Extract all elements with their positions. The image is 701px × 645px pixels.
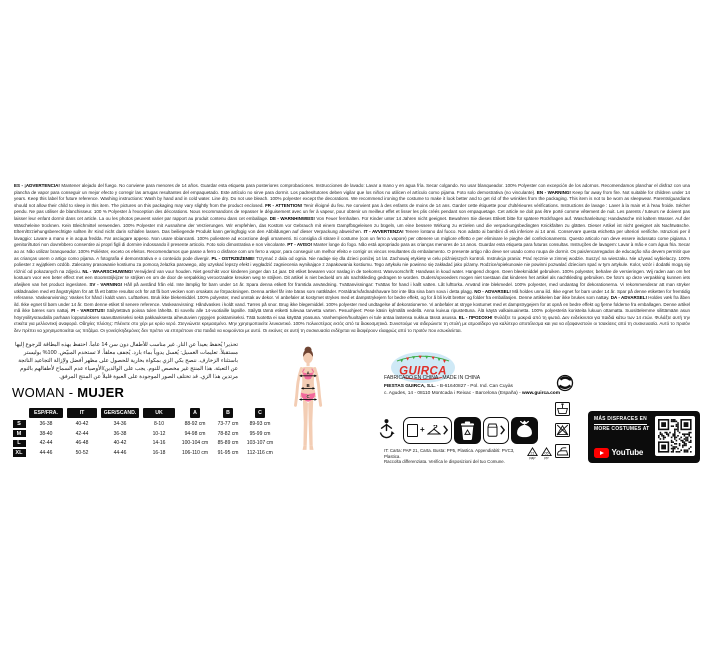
size-badge: M xyxy=(13,430,26,438)
table-cell: 100-104 cm xyxy=(181,440,209,447)
table-cell: 44-46 xyxy=(39,450,53,457)
company-name: FIESTAS GUIRCA, S.L. xyxy=(384,384,436,389)
table-cell: 85-89 cm xyxy=(217,440,239,447)
column-header-gerscand: GER/SCAND. xyxy=(101,408,139,418)
size-chart-heading: WOMAN - MUJER xyxy=(12,385,125,400)
size-row-s xyxy=(11,419,279,429)
recycle-triangle-pap-icon xyxy=(527,447,538,460)
arabic-warning-text: تحذير! يُحفظ بعيداً عن النار. غير مناسب للأطفال دون سن 14 عاماً. احتفظ بهذه البطاقة للرجوع إليها مستقبلاً. تعليمات الغسيل: يُغسل يدوياً بماء بارد. يُجفف معلقاً. لا تستخدم المبيّض. 100% بوليستر باستثناء الزخارف. ننصح بكي الزي بمكواة بخارية للحصول على مظهر أفضل ولإزالة التجاعيد الناتجة عن التعبئة. هذا المنتج غير مخصص للنوم. يجب على الوالدين/الأوصياء عدم السماح لأطفالهم بالنوم مرتدين هذا الزي. قد تختلف الصور الموجودة على العبوة قليلاً عن المنتج المرفق. xyxy=(14,342,238,380)
svg-text:21: 21 xyxy=(530,451,535,456)
column-header-uk: UK xyxy=(143,408,175,418)
youtube-play-icon xyxy=(594,448,609,459)
recycling-note: IT: Carta: PAP 21, Carta. Busta: PP5, Plastica. Appendiabiti: PVC3, Plastica. Raccolta differenziata. Verifica le disposizioni del tuo Comune. xyxy=(384,448,515,465)
youtube-promo-box xyxy=(588,411,700,463)
heading-es: MUJER xyxy=(77,385,125,400)
youtube-wordmark: YouTube xyxy=(611,448,644,458)
figure-label-c: C xyxy=(306,394,310,400)
trash-bin-box xyxy=(454,417,481,444)
table-cell: 42-44 xyxy=(39,440,53,447)
hand-wash-icon xyxy=(555,402,570,416)
heading-en: WOMAN xyxy=(12,385,65,400)
table-cell: 78-82 cm xyxy=(217,430,239,437)
size-badge: XL xyxy=(13,449,26,457)
arrow-chevron-icon xyxy=(500,425,505,435)
packaging-disposal-icons xyxy=(403,414,538,446)
size-row-l xyxy=(11,439,279,449)
column-header-espfra: ESP/FRA. xyxy=(29,408,63,418)
promo-line-es: MÁS DISFRACES EN xyxy=(594,416,647,425)
pouch-icon xyxy=(487,423,498,437)
table-cell: 112-116 cm xyxy=(247,450,273,457)
company-registration: - B-61640827 - Pol. Ind. Can Cuyàs xyxy=(435,384,513,389)
table-cell: 44-46 xyxy=(113,450,127,457)
size-row-xl xyxy=(11,448,279,458)
size-badge: S xyxy=(13,420,26,428)
garbage-bag-box xyxy=(511,417,538,444)
origin-text: FABRICADO EN CHINA - MADE IN CHINA xyxy=(384,375,481,381)
company-address: c. Agudes, 14 - 08110 Montcada i Reixac - Barcelona (España) - xyxy=(384,390,523,396)
recycle-triangle-pp-icon xyxy=(541,447,552,460)
table-cell: 40-42 xyxy=(113,440,127,447)
company-name-line xyxy=(384,384,513,389)
triman-recycle-icon xyxy=(378,418,395,446)
size-table xyxy=(11,407,279,458)
arrow-chevron-icon xyxy=(443,425,448,435)
svg-text:PP: PP xyxy=(544,456,549,460)
table-cell: 8-10 xyxy=(153,420,164,427)
table-cell: 89-93 cm xyxy=(249,420,271,427)
logo-text: GUIRCA xyxy=(399,365,447,378)
company-address-line xyxy=(384,391,560,396)
warning-text-block: ES - ¡ADVERTENCIA! Mantener alejado del fuego. No conviene para menores de 14 años. Guardar esta etiqueta para posteriores comprobaciones. Instrucciones de lavado: Lavar a mano y en agua fría. Secar colgando. No usar blanqueador. 100% Polyester con excepción de los adornos. Recomendamos planchar el disfraz con una plancha de vapor para conseguir un mejor efecto y corregir las arrugas resultantes del empaquetado. Este artículo no sirve para dormir. Los padres/tutores deben vigilar que los niños no utilicen el artículo como pijama. Foto solo demostrativa (no vinculante). EN - WARNING! Keep far away from fire. Not suitable for children under 14 years. Keep this label for future reference. Washing instructions: Wash by hand and in cold water. Line dry. Do not use bleach. 100% polyester except the decorations. We recommend ironing the costume to make it look better and to get rid of the wrinkles from the packaging. This item is not to be worn as sleepwear. Parents/guardians should not allow their child to sleep in this item. The pictures on this packaging may vary slightly from the product enclosed. FR - ATTENTION! Tenir éloigné du feu. Ne convient pas à des enfants de moins de 14 ans. Garder cette étiquette pour d'ultérieures vérifications. Instructions de lavage : Laver à la main et à l'eau froide. Sécher pendu. Ne pas utiliser de blanchisseur. 100 % Polyester à l'exception des décorations. Nous recommandons de repasser le déguisement avec un fer à vapeur, pour obtenir un meilleur effet et lisser les plis créés pendant son empaquetage. Cet article ne doit pas être porté comme vêtement de nuit. Les parents / tuteurs ne doivent pas laisser leur enfant dormir dans cet article. La ou les photos peuvent varier par rapport au produit contenu dans cet emballage. DE - WARNHINWEIS! Von Feuer fernhalten. Für Kinder unter 14 Jahren nicht geeignet. Bewahren Sie dieses Etikett bitte für spätere Rückfragen auf. Waschanleitung: Handwäsche mit kaltem Wasser. Auf der Wäscheleine trocknen. Kein Bleichmittel verwenden. 100% Polyester mit Ausnahme der Verzierungen. Wir empfehlen, das Kostüm vor Gebrauch mit einem Dampfbügeleisen zu bügeln, um eine bessere Wirkung zu erzielen und die verpackungsbedingten Knickfalten zu glätten. Dieser Artikel ist nicht geeignet als Nachtwäsche. Eltern/Erziehungsberechtigte sollten ihr Kind nicht darin schlafen lassen. Das beiliegende Produkt kann geringfügig von den Abbildungen auf dieser Verpackung abweichen. IT - AVVERTENZA! Tenere lontano dal fuoco. Non adatto ai bambini di età inferiore ai 14 anni. Conservare questa etichetta per ulteriori verifiche. Istruzioni per il lavaggio: Lavare a mano e in acqua fredda. Far asciugare appeso. Non usare sbiancanti. 100% poliestere ad eccezione degli ornamenti. Si consiglia di stirare il costume (con un ferro a vapore) per ottenere un migliore effetto e per eliminare le pieghe del confezionamento. Questo articolo non deve essere indossato come pigiama. I genitori/tutori non dovrebbero consentire ai propri figli di dormire indossando il presente articolo. Foto solo dimostrativa e non vincolante. PT - AVISO! Manter longe do fogo. Não está apropriado para as crianças menores de 14 anos. Guardar esta etiqueta para futuras consultas. Instruções de lavagem: Lavar à mão e com água fria. Secar ao ar. Não utilizar branqueador. 100% Poliéster, exceto os efeitos. Recomendamos que passe a ferro o disfarce com um ferro a vapor, para conseguir um melhor efeito e corrigir os vincos resultantes do embalamento. O presente artigo não deve ser usado como roupa de dormir. Os pais/encarregados de educação não devem permitir que as crianças usem o artigo como pijama. A fotografia é demonstrativa e o conteúdo pode divergir. PL - OSTRZEŻENIE! Trzymać z dala od ognia. Nie nadaje się dla dzieci poniżej 14 lat. Zachowaj etykietę w celu późniejszych kontroli. Instrukcja prania: Prać ręcznie w zimnej wodzie. Suszyć na wieszaku. Nie używać wybielaczy. 100% poliester z wyjątkiem ozdób. Zalecamy prasowanie kostiumu za pomocą żelazka parowego, aby uzyskać lepszy efekt i wygładzić zagniecenia wynikające z zapakowania kostiumu. Tego artykułu nie powinno się zakładać jako piżamy. Rodzice/opiekunowie nie powinni pozwalać dzieciom spać w tym artykule. Kolor, wzór i dodatki mogą się różnić od pokazanych na zdjęciu. NL - WAARSCHUWING! Verwijderd van vuur houden. Niet geschikt voor kinderen jonger dan 14 jaar. Dit etiket bewaren voor naslag in de toekomst. Wasvoorschrift: Handwas in koud water. Hangend drogen. Geen bleekmiddel gebruiken. 100% polyester, behalve de versieringen. Wij raden aan om het kostuum voor een beter effect met een stoomstrijkijzer te strijken en om de door de verpakking veroorzaakte kreuken weg te strijken. Dit artikel is niet bedoeld om als nachtkleding gedragen te worden. Ouders/opvoeders mogen niet toestaan dat kinderen het artikel als nachtkleding gebruiken. De foto's op deze verpakking kunnen iets afwijken van het product ingesloten. SV - VARNING! Håll på avstånd från eld. Inte lämplig för barn under 14 år. Spara denna etikett för framtida användning. Tvättanvisningar: Tvättas för hand i kallt vatten. Låt lufttorka. Använd inte blekmedel. 100% polyester, med undantag för dekorationerna. Vi rekommenderar att man stryker utklädnaden med ett ångstrykjärn för att få ett bättre resultat och för att få bort vecken som orsakats av förpackningen. Denna artikel får inte bäras som nattkläder. Föräldrar/vårdnadshavare bör inte låta sina barn sova i detta plagg. NO - ADVARSEL! Må holdes unna ild. Ikke egnet for barn under 14 år. Spar på denne etiketten for fremtidig referanse. Vaskeanvisning: Vaskes for hånd i kaldt vann. Lufttørkes. Bruk ikke blekemiddel. 100% polyester, med unntak av dekor. Vi anbefaler at kostymet strykes med et dampstrykejern for bedre effekt, og for å bli kvitt bretter og folder fra emballasjen. Denne artikkelen bør ikke brukes som nattøy. DA - ADVARSEL! Holdes væk fra åben ild. Ikke egnet til børn under 14 år. Gem denne etiket til senere reference. Vaskeanvisning: Håndvaskes i koldt vand. Tørres på snor. Brug ikke blegemiddel. 100% polyester med undtagelse af dekorationerne. Vi anbefaler at stryge kostumet med et dampstrygejern for at opnå en bedre effekt og fjerne folderne fra emballagen. Denne artikel må ikke bæres som nattøj. FI - VAROITUS! Säilytettävä poissa tulen läheltä. Ei sovellu alle 14-vuotiaille lapsille. Säilytä tämä etiketti tulevaa tarvetta varten. Pesuohjeet: Pese käsin kylmällä vedellä. Anna kuivua ripustettuna. Älä käytä valkaisuainetta. 100% polyesteriä koristeita lukuun ottamatta. Suosittelemme silittämään asun höyrysilitysraudalla parhaan lopputuloksen saavuttamiseksi sekä pakkauksesta aiheutuvien ryppyjen poistamiseksi. Tätä tuotetta ei saa käyttää yöasuna. Vanhempien/huoltajien ei tule antaa lastensa nukkua tässä asussa. EL - ΠΡΟΣΟΧΗ! Φυλάξτε το μακριά από τη φωτιά. Δεν ενδείκνυται για παιδιά κάτω των 14 ετών. Φυλάξτε αυτή την ετικέτα για μελλοντική αναφορά. Οδηγίες πλύσης: Πλένετε στο χέρι με κρύο νερό. Στεγνώνετε κρεμασμένο. Μην χρησιμοποιείτε λευκαντικό. 100% πολυεστέρας εκτός από τα διακοσμητικά. Συνιστούμε να σιδερώνετε τη στολή με ατμοσίδερο για καλύτερο αποτέλεσμα και για να εξαφανιστούν οι τσακίσεις από τη συσκευασία. Αυτό το προϊόν δεν πρέπει να χρησιμοποιείται ως πιτζάμα. Οι γονείς/κηδεμόνες δεν πρέπει να επιτρέπουν στα παιδιά να κοιμούνται με αυτό. Οι εικόνες σε αυτή τη συσκευασία ενδέχεται να διαφέρουν ελαφρώς από το προϊόν που εσωκλείεται. xyxy=(14,183,690,334)
promo-line-en: MORE COSTUMES AT xyxy=(594,426,650,432)
iron-icon xyxy=(555,444,570,458)
guirca-logo xyxy=(390,348,456,389)
table-cell: 10-12 xyxy=(152,430,166,437)
svg-text:PAP: PAP xyxy=(529,456,536,460)
green-dot-recycle-icon xyxy=(556,374,574,397)
do-not-bleach-icon xyxy=(555,423,570,437)
table-cell: 94-98 cm xyxy=(184,430,206,437)
table-cell: 14-16 xyxy=(152,440,166,447)
table-cell: 50-52 xyxy=(75,450,89,457)
box-icon xyxy=(407,424,418,437)
svg-text:05: 05 xyxy=(544,451,549,456)
hanger-icon xyxy=(427,425,441,436)
figure-label-b: B xyxy=(306,383,310,389)
youtube-logo xyxy=(594,448,652,459)
table-cell: 38-40 xyxy=(39,430,53,437)
table-cell: 36-38 xyxy=(39,420,53,427)
table-cell: 46-48 xyxy=(75,440,89,447)
table-cell: 73-77 cm xyxy=(217,420,239,427)
table-cell: 103-107 cm xyxy=(246,440,274,447)
recycle-triangle-icons xyxy=(527,447,552,460)
table-cell: 95-99 cm xyxy=(249,430,271,437)
column-header-it: IT xyxy=(67,408,97,418)
table-cell: 16-18 xyxy=(152,450,166,457)
bag-pill xyxy=(483,417,509,444)
table-cell: 36-38 xyxy=(113,430,127,437)
table-cell: 40-42 xyxy=(75,420,89,427)
size-badge: L xyxy=(13,440,26,448)
table-cell: 106-110 cm xyxy=(181,450,209,457)
table-header-row xyxy=(11,407,279,419)
trash-bin-icon xyxy=(457,419,478,442)
website-text: www.guirca.com xyxy=(522,390,560,396)
size-row-m xyxy=(11,429,279,439)
figure-label-a: A xyxy=(306,370,310,376)
plus-sign: + xyxy=(420,425,425,434)
table-cell: 34-36 xyxy=(113,420,127,427)
column-header-c: C xyxy=(255,408,265,418)
garbage-bag-icon xyxy=(514,419,535,442)
table-cell: 88-92 cm xyxy=(184,420,206,427)
woman-measurement-figure xyxy=(279,344,341,463)
packaging-pill xyxy=(403,417,452,444)
column-header-b: B xyxy=(223,408,233,418)
table-cell: 91-95 cm xyxy=(217,450,239,457)
table-cell: 42-44 xyxy=(75,430,89,437)
column-header-a: A xyxy=(190,408,200,418)
qr-code xyxy=(655,416,695,456)
